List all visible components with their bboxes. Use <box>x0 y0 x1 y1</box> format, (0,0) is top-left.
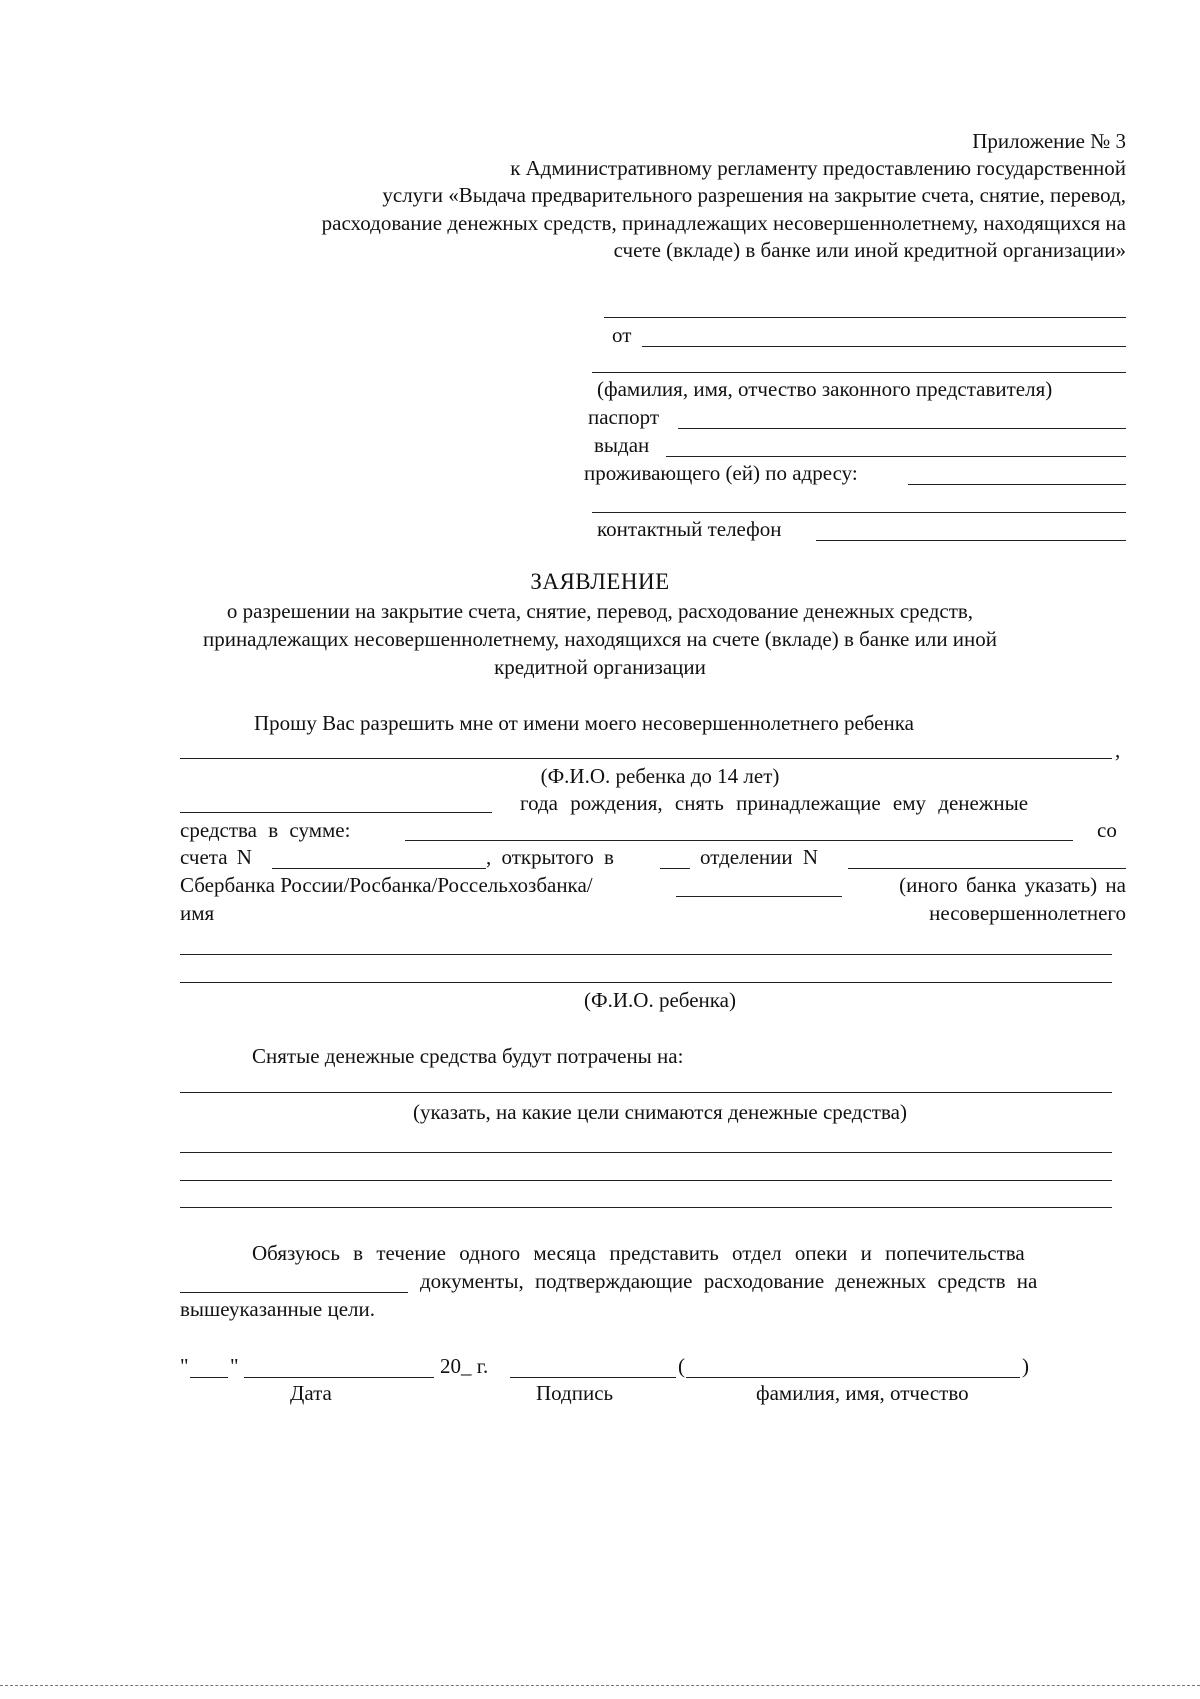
spent-on-text: Снятые денежные средства будут потрачены на: <box>252 1044 684 1068</box>
pledge-line-3: вышеуказанные цели. <box>180 1297 375 1321</box>
purpose-caption: (указать, на какие цели снимаются денежные средства) <box>413 1100 907 1124</box>
sum-field-line[interactable] <box>405 840 1073 841</box>
title-subline-1: о разрешении на закрытие счета, снятие, перевод, расходование денежных средств, <box>226 599 974 623</box>
sum-label: средства в сумме: <box>180 818 351 842</box>
comma: , <box>1115 738 1121 762</box>
passport-label: паспорт <box>588 405 660 429</box>
account-number-field-line[interactable] <box>272 868 486 869</box>
document-title: ЗАЯВЛЕНИЕ <box>530 569 670 594</box>
month-field-line[interactable] <box>244 1377 434 1378</box>
phone-field-line[interactable] <box>816 540 1126 541</box>
purpose-field-line-4[interactable] <box>180 1207 1112 1208</box>
opened-in-field-line[interactable] <box>660 868 690 869</box>
appendix-number: Приложение № 3 <box>972 129 1126 153</box>
address-field-line-2[interactable] <box>592 512 1126 513</box>
signature-label: Подпись <box>536 1381 614 1405</box>
branch-label: отделении N <box>700 845 819 869</box>
issued-label: выдан <box>594 433 650 457</box>
from-label: от <box>612 323 632 347</box>
request-text: Прошу Вас разрешить мне от имени моего несовершеннолетнего ребенка <box>254 711 914 735</box>
blank-line-to[interactable] <box>604 317 1126 318</box>
child-fio-field-line[interactable] <box>180 954 1112 955</box>
bank-name-field-line[interactable] <box>676 896 842 897</box>
phone-label: контактный телефон <box>597 517 782 541</box>
banks-list: Сбербанка России/Росбанка/Россельхозбанка/ <box>180 873 593 897</box>
signer-fio-field-line[interactable] <box>686 1377 1020 1378</box>
other-bank-text: (иного банка указать) на <box>899 873 1126 897</box>
signer-fio-label: фамилия, имя, отчество <box>756 1381 969 1405</box>
address-label: проживающего (ей) по адресу: <box>584 461 858 485</box>
minor-word: несовершеннолетнего <box>929 901 1126 925</box>
opened-in-text: , открытого в <box>486 845 614 869</box>
representative-fio-caption: (фамилия, имя, отчество законного представителя) <box>597 377 1053 401</box>
header-line-2: услуги «Выдача предварительного разрешения на закрытие счета, снятие, перевод, <box>382 183 1126 207</box>
date-quote-close: " <box>230 1354 239 1378</box>
child-under14-caption: (Ф.И.О. ребенка до 14 лет) <box>540 764 780 788</box>
address-field-line[interactable] <box>908 484 1126 485</box>
child-fio-caption: (Ф.И.О. ребенка) <box>584 988 736 1012</box>
purpose-field-line-3[interactable] <box>180 1180 1112 1181</box>
child-name-field-line[interactable] <box>180 758 1112 759</box>
date-label: Дата <box>290 1381 332 1405</box>
title-subline-3: кредитной организации <box>494 655 706 679</box>
day-field-line[interactable] <box>190 1377 228 1378</box>
issued-field-line[interactable] <box>666 456 1126 457</box>
name-word: имя <box>180 901 215 925</box>
child-fio-field-line-2[interactable] <box>180 982 1112 983</box>
pledge-line-2: документы, подтверждающие расходование денежных средств на <box>420 1269 1038 1293</box>
purpose-field-line-2[interactable] <box>180 1152 1112 1153</box>
birth-year-text: года рождения, снять принадлежащие ему денежные <box>520 791 1029 815</box>
guardianship-dept-field-line[interactable] <box>180 1292 408 1293</box>
account-label: счета N <box>180 845 252 869</box>
pledge-line-1: Обязуюсь в течение одного месяца представить отдел опеки и попечительства <box>252 1241 1025 1265</box>
branch-number-field-line[interactable] <box>848 868 1126 869</box>
paren-open: ( <box>678 1354 685 1378</box>
paren-close: ) <box>1022 1354 1029 1378</box>
birth-year-field-line[interactable] <box>180 812 492 813</box>
title-subline-2: принадлежащих несовершеннолетнему, находящихся на счете (вкладе) в банке или иной <box>202 627 998 651</box>
passport-field-line[interactable] <box>678 428 1126 429</box>
header-line-4: счете (вкладе) в банке или иной кредитной организации» <box>613 238 1126 262</box>
date-quote-open: " <box>180 1354 189 1378</box>
header-line-1: к Административному регламенту предоставлению государственной <box>510 156 1126 180</box>
from-field-line[interactable] <box>642 346 1126 347</box>
from-field-line-2[interactable] <box>592 372 1126 373</box>
year-text: 20_ г. <box>440 1354 489 1378</box>
purpose-field-line[interactable] <box>180 1092 1112 1093</box>
header-line-3: расходование денежных средств, принадлежащих несовершеннолетнему, находящихся на <box>321 211 1126 235</box>
scan-edge-line <box>0 1685 1200 1686</box>
signature-field-line[interactable] <box>510 1377 676 1378</box>
from-account-word: со <box>1097 818 1117 842</box>
